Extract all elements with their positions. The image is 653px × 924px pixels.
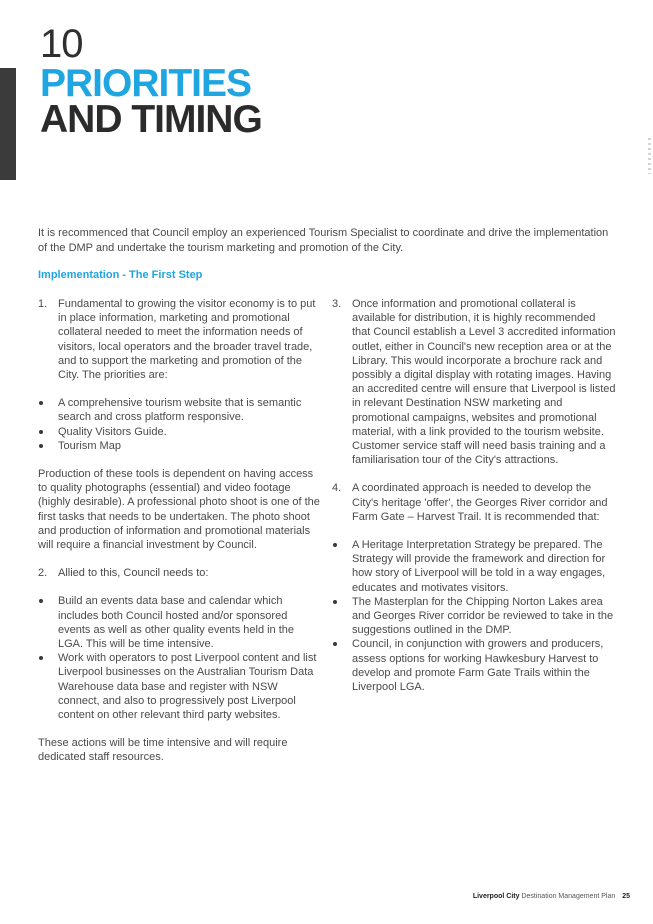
left-column bbox=[38, 297, 320, 779]
item-text: Fundamental to growing the visitor economy is to put in place information, marketing and promotional collateral needed to meet the information needs of visitors, local operators and the broader travel trade, and to support the marketing and promotion of the City. The priorities are: bbox=[58, 298, 316, 382]
numbered-item-3 bbox=[332, 297, 616, 467]
priorities-list bbox=[38, 396, 320, 453]
item-text: A coordinated approach is needed to develop the City's heritage 'offer', the Georges River corridor and Farm Gate – Harvest Trail. It is recommended that: bbox=[352, 482, 608, 523]
section-subheading: Implementation - The First Step bbox=[38, 269, 203, 281]
item-text: Allied to this, Council needs to: bbox=[58, 567, 209, 580]
page-heading bbox=[40, 22, 262, 141]
title-line-and-timing: AND TIMING bbox=[40, 98, 262, 141]
title-line-priorities: PRIORITIES bbox=[40, 62, 252, 105]
numbered-item-4 bbox=[332, 481, 616, 524]
footer-document-title: Destination Management Plan bbox=[521, 893, 616, 900]
intro-paragraph: It is recommenced that Council employ an experienced Tourism Specialist to coordinate and drive the implementation of the DMP and undertake the tourism marketing and promotion of the City. bbox=[38, 227, 609, 254]
list-item: Build an events data base and calendar which includes both Council hosted and/or sponsored events as well as other quality events held in the LGA. This will be time intensive. bbox=[38, 594, 320, 651]
list-item: A comprehensive tourism website that is semantic search and cross platform responsive. bbox=[38, 396, 320, 424]
list-item: Work with operators to post Liverpool content and list Liverpool businesses on the Australian Tourism Data Warehouse data base and register with NSW connect, and also to progressively post Liverpool content on other relevant third party websites. bbox=[38, 651, 320, 722]
list-item: Quality Visitors Guide. bbox=[38, 425, 320, 439]
paragraph-resources: These actions will be time intensive and will require dedicated staff resources. bbox=[38, 737, 288, 764]
right-edge-tab bbox=[648, 138, 651, 174]
item-number: 4. bbox=[332, 482, 342, 495]
side-tab-marker bbox=[0, 68, 16, 180]
list-item: The Masterplan for the Chipping Norton Lakes area and Georges River corridor be reviewed to take in the suggestions outlined in the DMP. bbox=[332, 595, 616, 638]
right-column bbox=[332, 297, 616, 708]
page-number: 25 bbox=[622, 893, 630, 900]
list-item: A Heritage Interpretation Strategy be prepared. The Strategy will provide the framework and direction for how story of Liverpool will be told in a way engages, educates and motivates visitors. bbox=[332, 538, 616, 595]
numbered-item-1 bbox=[38, 297, 320, 382]
list-item: Tourism Map bbox=[38, 439, 320, 453]
recommendations-list bbox=[332, 538, 616, 694]
footer-brand: Liverpool City bbox=[472, 893, 520, 900]
council-actions-list bbox=[38, 594, 320, 722]
list-item: Council, in conjunction with growers and producers, assess options for working Hawkesbury Harvest to develop and promote Farm Gate Trails within the Liverpool LGA. bbox=[332, 637, 616, 694]
item-number: 3. bbox=[332, 298, 342, 310]
paragraph-production: Production of these tools is dependent on having access to quality photographs (essential) and video footage (highly desirable). A professional photo shoot is one of the first tasks that needs to be undertaken. The photo shoot and production of information and promotional materials will require a financial investment by Council. bbox=[38, 468, 320, 552]
numbered-item-2 bbox=[38, 566, 320, 580]
page-footer bbox=[473, 893, 630, 900]
item-number: 1. bbox=[38, 298, 48, 310]
item-text: Once information and promotional collateral is available for distribution, it is highly recommended that Council establish a Level 3 accredited information outlet, either in Council's new reception area or at the Library. This would incorporate a brochure rack and possibly a digital display with rotating images. Having an accredited centre will ensure that Liverpool is listed in relevant Destination NSW marketing and promotional campaigns, websites and promotional material, with a link provided to the tourism website. Customer service staff will need basis training and a familiarisation tour of the City's attractions. bbox=[352, 298, 616, 467]
section-number: 10 bbox=[40, 22, 83, 66]
item-number: 2. bbox=[38, 567, 48, 580]
